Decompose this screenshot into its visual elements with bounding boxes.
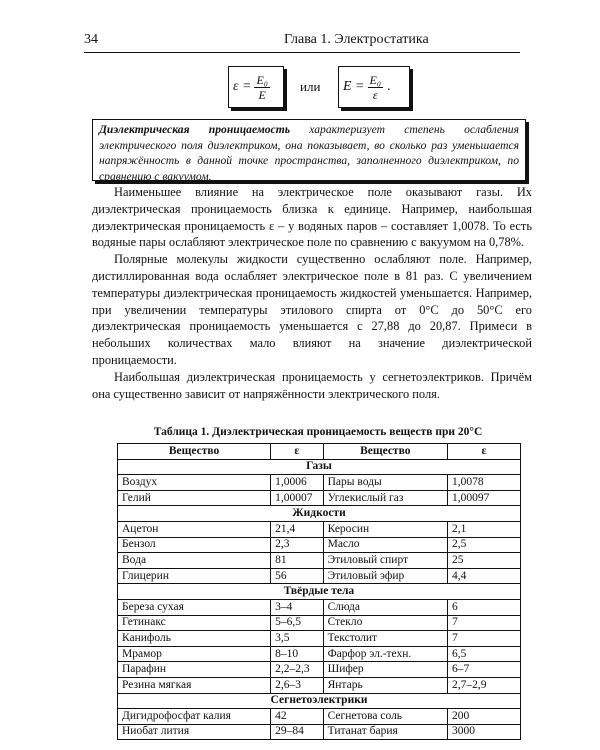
table-row <box>118 521 521 537</box>
formula-period: . <box>387 79 391 94</box>
table-row <box>118 662 521 678</box>
substance-cell: Дигидрофосфат калия <box>118 709 271 725</box>
substance-cell: Ацетон <box>118 521 271 537</box>
epsilon-cell: 200 <box>447 709 520 725</box>
substance-cell: Янтарь <box>323 677 447 693</box>
table-row <box>118 599 521 615</box>
group-title: Жидкости <box>118 506 521 522</box>
group-row <box>118 693 521 709</box>
page-header <box>84 32 504 52</box>
substance-cell: Мрамор <box>118 646 271 662</box>
table-row <box>118 475 521 491</box>
body-text <box>92 184 532 402</box>
substance-cell: Шифер <box>323 662 447 678</box>
permittivity-table <box>117 443 521 740</box>
definition-box <box>92 119 526 181</box>
substance-cell: Глицерин <box>118 568 271 584</box>
epsilon-cell: 6,5 <box>447 646 520 662</box>
substance-cell: Сегнетова соль <box>323 709 447 725</box>
paragraph: Наибольшая диэлектрическая проницаемость у сегнетоэлектриков. Причём она существенно зависит от напряжённости электрического поля. <box>92 369 532 401</box>
table-header-row <box>118 444 521 460</box>
epsilon-cell: 2,2–2,3 <box>271 662 323 678</box>
epsilon-cell: 42 <box>271 709 323 725</box>
table-row <box>118 677 521 693</box>
substance-cell: Этиловый спирт <box>323 553 447 569</box>
col-header: ε <box>271 444 323 460</box>
substance-cell: Углекислый газ <box>323 490 447 506</box>
table-row <box>118 615 521 631</box>
epsilon-cell: 7 <box>447 631 520 647</box>
epsilon-cell: 56 <box>271 568 323 584</box>
epsilon-cell: 1,0006 <box>271 475 323 491</box>
group-title: Сегнетоэлектрики <box>118 693 521 709</box>
table-row <box>118 568 521 584</box>
table-row <box>118 490 521 506</box>
fraction-numerator: E₀ <box>256 72 268 87</box>
formula-row <box>228 66 408 112</box>
formula-lhs: E = <box>343 79 365 94</box>
group-row <box>118 459 521 475</box>
group-title: Газы <box>118 459 521 475</box>
substance-cell: Резина мягкая <box>118 677 271 693</box>
group-row <box>118 506 521 522</box>
epsilon-cell: 2,5 <box>447 537 520 553</box>
chapter-title: Глава 1. Электростатика <box>284 32 429 47</box>
formula-lhs: ε = <box>233 79 252 94</box>
table-row <box>118 646 521 662</box>
page-number: 34 <box>84 32 98 47</box>
epsilon-cell: 3000 <box>447 724 520 740</box>
table-row <box>118 724 521 740</box>
substance-cell: Гелий <box>118 490 271 506</box>
substance-cell: Воздух <box>118 475 271 491</box>
epsilon-cell: 3–4 <box>271 599 323 615</box>
substance-cell: Фарфор эл.-техн. <box>323 646 447 662</box>
fraction-numerator: E₀ <box>369 72 382 87</box>
substance-cell: Береза сухая <box>118 599 271 615</box>
substance-cell: Гетинакс <box>118 615 271 631</box>
fraction-denominator: ε <box>372 87 378 102</box>
substance-cell: Текстолит <box>323 631 447 647</box>
substance-cell: Канифоль <box>118 631 271 647</box>
definition-text: характеризует степень ослабления электрического поля диэлектриком, она показывает, во сколько раз уменьшается напряжённость в данной точке пространства, заполненного диэлектриком, по сравнению с вакуумом. <box>99 123 519 183</box>
formula-or: или <box>300 79 321 94</box>
epsilon-cell: 7 <box>447 615 520 631</box>
epsilon-cell: 2,7–2,9 <box>447 677 520 693</box>
substance-cell: Ниобат лития <box>118 724 271 740</box>
substance-cell: Керосин <box>323 521 447 537</box>
epsilon-cell: 21,4 <box>271 521 323 537</box>
table-row <box>118 537 521 553</box>
substance-cell: Парафин <box>118 662 271 678</box>
epsilon-cell: 81 <box>271 553 323 569</box>
substance-cell: Вода <box>118 553 271 569</box>
epsilon-cell: 6 <box>447 599 520 615</box>
epsilon-cell: 1,00007 <box>271 490 323 506</box>
table-caption: Таблица 1. Диэлектрическая проницаемость веществ при 20°С <box>153 426 483 438</box>
col-header: ε <box>447 444 520 460</box>
fraction-denominator: E <box>258 87 266 102</box>
epsilon-cell: 5–6,5 <box>271 615 323 631</box>
substance-cell: Бензол <box>118 537 271 553</box>
table-row <box>118 553 521 569</box>
col-header: Вещество <box>323 444 447 460</box>
substance-cell: Слюда <box>323 599 447 615</box>
formula-field <box>338 66 410 108</box>
epsilon-cell: 4,4 <box>447 568 520 584</box>
epsilon-cell: 2,6–3 <box>271 677 323 693</box>
epsilon-cell: 6–7 <box>447 662 520 678</box>
paragraph: Наименьшее влияние на электрическое поле оказывают газы. Их диэлектрическая проницаемость близка к единице. Например, наибольшая диэлектрическая проницаемость ε – у водяных паров – составляет 1,0078. То есть водяные пары ослабляют электрическое поле по сравнению с вакуумом на 0,78%. <box>92 185 532 250</box>
epsilon-cell: 2,3 <box>271 537 323 553</box>
epsilon-cell: 1,0078 <box>447 475 520 491</box>
header-rule <box>84 52 520 53</box>
formula-epsilon <box>228 66 284 108</box>
group-row <box>118 584 521 600</box>
epsilon-cell: 3,5 <box>271 631 323 647</box>
substance-cell: Титанат бария <box>323 724 447 740</box>
table-row <box>118 631 521 647</box>
epsilon-cell: 1,00097 <box>447 490 520 506</box>
substance-cell: Масло <box>323 537 447 553</box>
epsilon-cell: 25 <box>447 553 520 569</box>
epsilon-cell: 2,1 <box>447 521 520 537</box>
epsilon-cell: 8–10 <box>271 646 323 662</box>
table-row <box>118 709 521 725</box>
formula-fraction <box>254 73 270 102</box>
epsilon-cell: 29–84 <box>271 724 323 740</box>
substance-cell: Стекло <box>323 615 447 631</box>
substance-cell: Этиловый эфир <box>323 568 447 584</box>
definition-term: Диэлектрическая проницаемость <box>99 123 291 136</box>
col-header: Вещество <box>118 444 271 460</box>
formula-fraction <box>368 73 384 102</box>
substance-cell: Пары воды <box>323 475 447 491</box>
paragraph: Полярные молекулы жидкости существенно ослабляют поле. Например, дистиллированная вода ослабляет электрическое поле в 81 раз. С увеличением температуры диэлектрическая проницаемость жидкостей уменьшается. Например, при увеличении температуры этилового спирта от 0°С до 50°С его диэлектрическая проницаемость уменьшается с 27,88 до 20,87. Примеси в небольших количествах мало влияют на значение диэлектрической проницаемости. <box>92 252 532 367</box>
table-body <box>118 459 521 740</box>
group-title: Твёрдые тела <box>118 584 521 600</box>
